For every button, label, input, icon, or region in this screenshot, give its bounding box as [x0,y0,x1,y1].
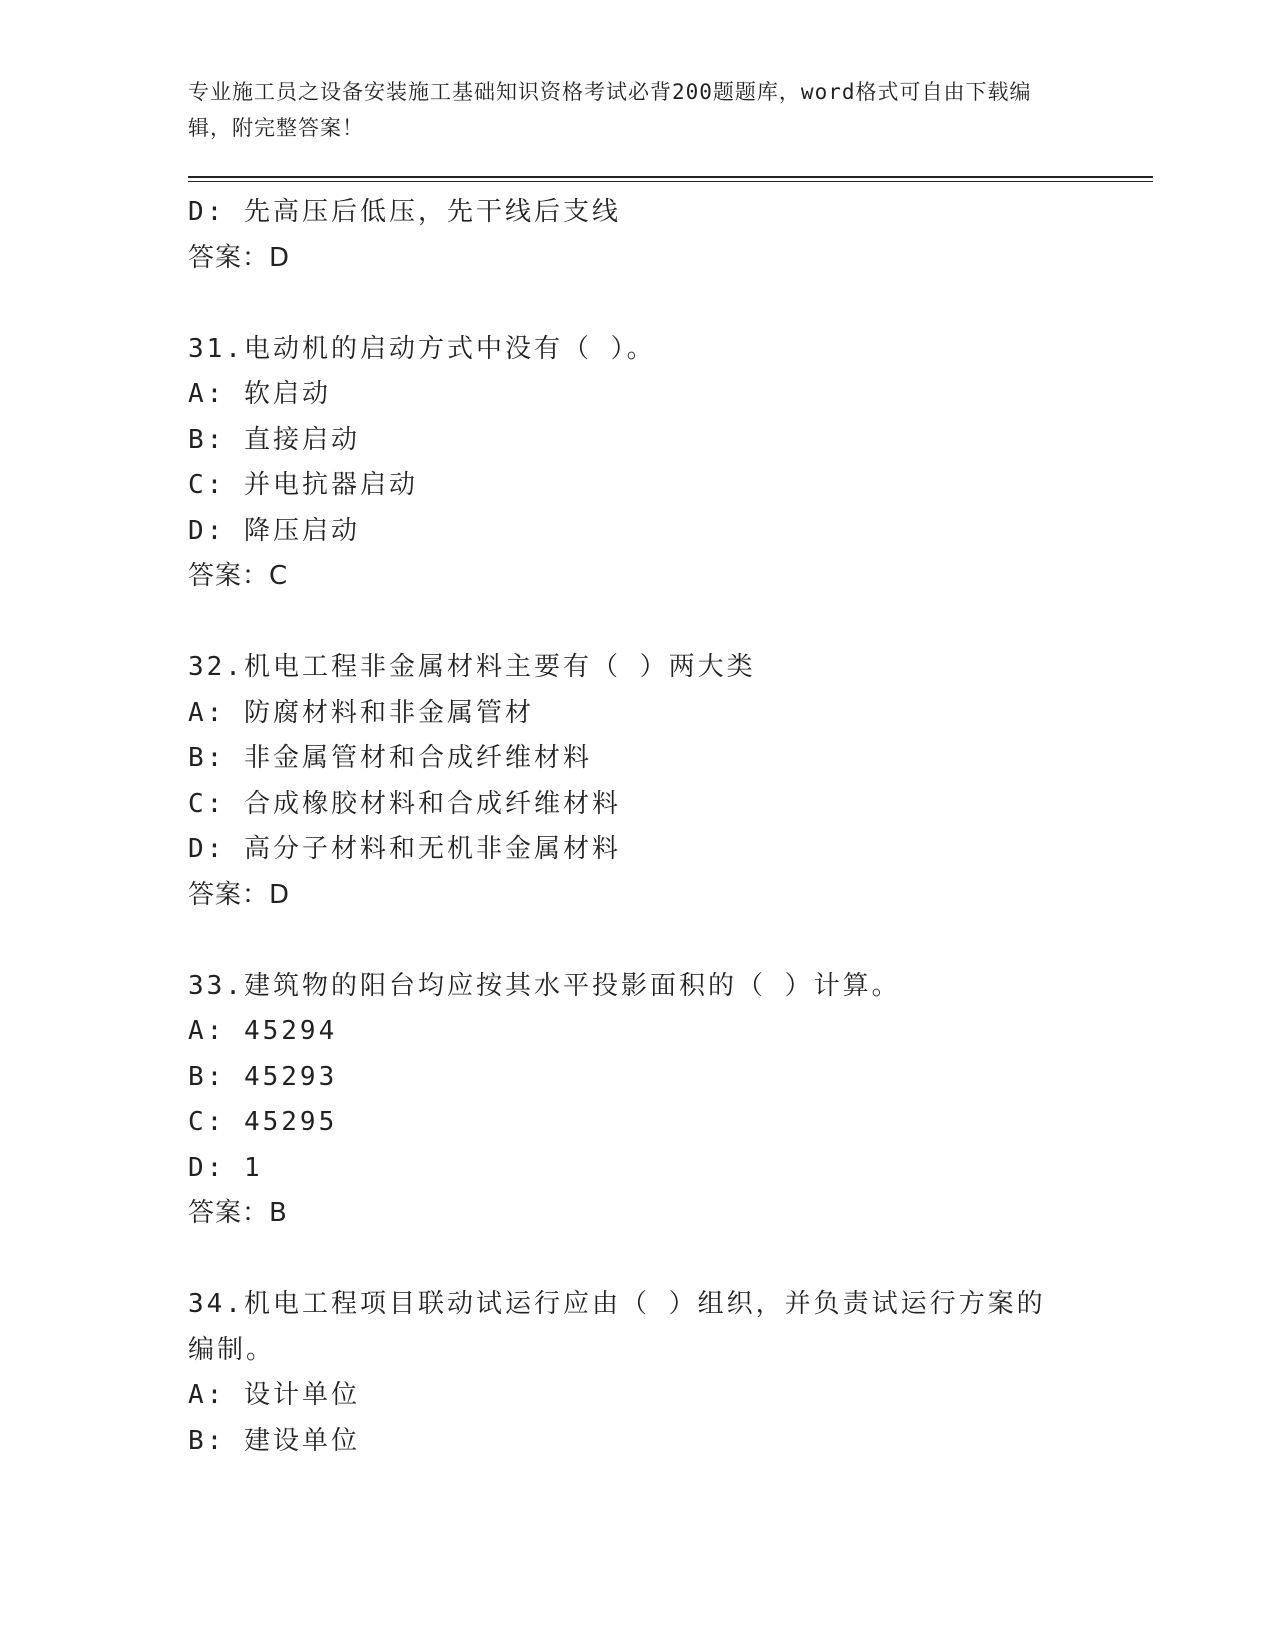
question-33 [188,964,1088,1237]
option-d: D: 降压启动 [188,515,360,546]
answer-line: 答案：D [188,879,291,910]
option-b: B: 建设单位 [188,1425,360,1456]
question-stem: 33.建筑物的阳台均应按其水平投影面积的（ ）计算。 [188,970,901,1001]
question-34 [188,1282,1088,1464]
header-divider-thin [188,181,1153,182]
option-a: A: 45294 [188,1016,338,1046]
option-d: D: 1 [188,1152,263,1183]
question-stem: 34.机电工程项目联动试运行应由（ ）组织，并负责试运行方案的编制。 [188,1289,1046,1365]
option-a: A: 设计单位 [188,1380,360,1410]
question-stem: 31.电动机的启动方式中没有（ ）。 [188,333,656,364]
question-32 [188,645,1088,918]
option-c: C: 并电抗器启动 [188,470,418,500]
option-a: A: 软启动 [188,379,331,409]
question-list [188,190,1088,1464]
answer-line: 答案：B [188,1198,288,1228]
page-header: 专业施工员之设备安装施工基础知识资格考试必背200题题库，word格式可自由下载编辑，附完整答案！ [188,80,1032,140]
spacer [188,600,1088,646]
option-d: D: 先高压后低压，先干线后支线 [188,197,621,227]
option-b: B: 非金属管材和合成纤维材料 [188,743,592,773]
option-c: C: 45295 [188,1107,338,1137]
answer-line: 答案：C [188,561,289,591]
option-d: D: 高分子材料和无机非金属材料 [188,834,621,864]
spacer [188,918,1088,964]
spacer [188,281,1088,327]
spacer [188,1237,1088,1283]
option-b: B: 直接启动 [188,424,360,455]
header-divider [188,176,1153,178]
option-a: A: 防腐材料和非金属管材 [188,697,534,728]
question-31 [188,327,1088,600]
question-stem: 32.机电工程非金属材料主要有（ ）两大类 [188,652,756,682]
option-b: B: 45293 [188,1061,338,1092]
answer-line: 答案：D [188,242,291,273]
option-c: C: 合成橡胶材料和合成纤维材料 [188,788,621,819]
